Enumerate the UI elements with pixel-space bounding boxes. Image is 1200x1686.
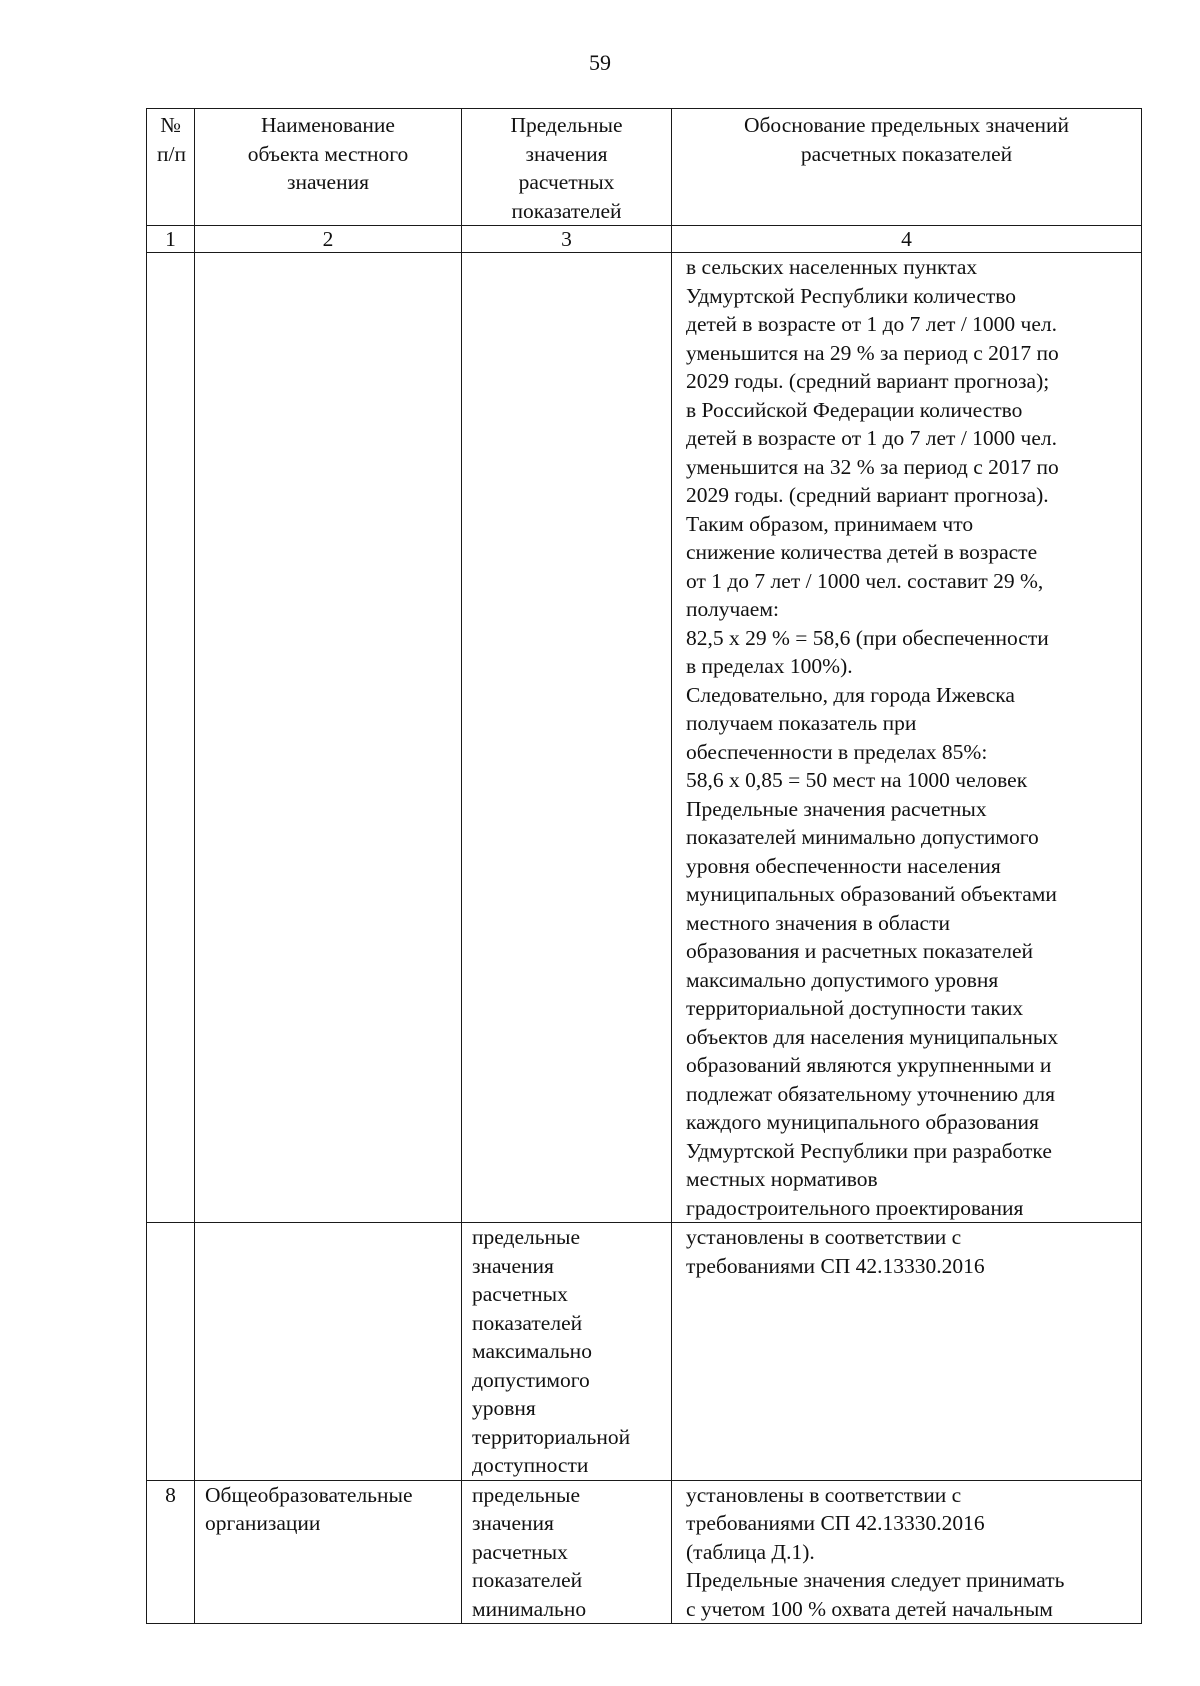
text-line: максимально [472, 1339, 592, 1363]
text-line: 58,6 х 0,85 = 50 мест на 1000 человек [686, 768, 1028, 792]
text-line: в сельских населенных пунктах [686, 255, 978, 279]
text-line: территориальной доступности таких [686, 996, 1024, 1020]
cell-indicator [462, 1480, 672, 1624]
text-line: доступности [472, 1453, 589, 1477]
table-header-row [147, 109, 1142, 226]
text-line: территориальной [472, 1424, 631, 1449]
text-line: показателей [472, 1568, 583, 1592]
text-line: каждого муниципального образования [686, 1110, 1039, 1134]
text-line: допустимого [472, 1367, 590, 1392]
text-line: уровня обеспеченности населения [686, 853, 1001, 878]
text-line: Предельные значения расчетных [686, 796, 987, 821]
text-line: в пределах 100%). [686, 654, 853, 678]
text-line: подлежат обязательному уточнению для [686, 1081, 1055, 1106]
text-line: Таким образом, принимаем что [686, 511, 974, 536]
text-line: получаем показатель при [686, 711, 917, 735]
column-number-4: 4 [672, 226, 1142, 253]
text-line: значения [472, 1253, 554, 1278]
header-object-name: Наименование объекта местного значения [195, 109, 462, 226]
text-line: уменьшится на 32 % за период с 2017 по [686, 454, 1059, 479]
text-line: 2029 годы. (средний вариант прогноза); [686, 369, 1050, 393]
text-line: Общеобразовательные [205, 1482, 413, 1507]
text-line: предельные [472, 1225, 581, 1249]
table-row-continuation [147, 253, 1142, 1223]
cell-justification [672, 253, 1142, 1223]
text-line: местных нормативов [686, 1167, 878, 1191]
cell-justification [672, 1480, 1142, 1624]
text-line: (таблица Д.1). [686, 1539, 815, 1564]
text-line: организации [205, 1511, 321, 1535]
text-line: показателей [472, 1310, 583, 1335]
text-line: предельные [472, 1482, 581, 1507]
text-line: местного значения в области [686, 910, 950, 935]
text-line: расчетных [472, 1282, 568, 1306]
cell-number [147, 253, 195, 1223]
text-line: градостроительного проектирования [686, 1195, 1024, 1220]
text-line: значения [472, 1511, 554, 1535]
text-line: обеспеченности в пределах 85%: [686, 739, 988, 764]
text-line: 82,5 х 29 % = 58,6 (при обеспеченности [686, 625, 1049, 650]
text-line: показателей минимально допустимого [686, 825, 1039, 849]
text-line: снижение количества детей в возрасте [686, 540, 1038, 564]
text-line: минимально [472, 1596, 587, 1621]
column-number-row [147, 226, 1142, 253]
text-line: требованиями СП 42.13330.2016 [686, 1253, 985, 1278]
cell-indicator [462, 253, 672, 1223]
cell-number: 8 [147, 1480, 195, 1624]
cell-object-name [195, 1480, 462, 1624]
normatives-table [146, 108, 1142, 1624]
text-line: требованиями СП 42.13330.2016 [686, 1511, 985, 1535]
header-justification: Обоснование предельных значений расчетных показателей [672, 109, 1142, 226]
text-line: максимально допустимого уровня [686, 967, 999, 992]
cell-number [147, 1223, 195, 1481]
text-line: объектов для населения муниципальных [686, 1024, 1059, 1049]
text-line: образований являются укрупненными и [686, 1053, 1052, 1077]
text-line: от 1 до 7 лет / 1000 чел. составит 29 %, [686, 568, 1044, 593]
text-line: уменьшится на 29 % за период с 2017 по [686, 340, 1059, 365]
text-line: Предельные значения следует принимать [686, 1568, 1065, 1592]
column-number-2: 2 [195, 226, 462, 253]
text-line: уровня [472, 1396, 536, 1420]
cell-justification [672, 1223, 1142, 1481]
text-line: получаем: [686, 597, 779, 621]
header-number: № п/п [147, 109, 195, 226]
text-line: Удмуртской Республики при разработке [686, 1138, 1052, 1163]
text-line: детей в возрасте от 1 до 7 лет / 1000 чел. [686, 426, 1058, 450]
text-line: в Российской Федерации количество [686, 397, 1023, 422]
column-number-3: 3 [462, 226, 672, 253]
column-number-1: 1 [147, 226, 195, 253]
cell-indicator [462, 1223, 672, 1481]
text-line: расчетных [472, 1539, 568, 1564]
cell-object-name [195, 253, 462, 1223]
text-line: 2029 годы. (средний вариант прогноза). [686, 483, 1049, 507]
text-line: муниципальных образований объектами [686, 882, 1057, 906]
table-row-accessibility [147, 1223, 1142, 1481]
text-line: с учетом 100 % охвата детей начальным [686, 1596, 1053, 1621]
cell-object-name [195, 1223, 462, 1481]
text-line: детей в возрасте от 1 до 7 лет / 1000 чел. [686, 312, 1058, 336]
text-line: Следовательно, для города Ижевска [686, 682, 1015, 707]
text-line: установлены в соответствии с [686, 1225, 962, 1249]
text-line: установлены в соответствии с [686, 1482, 962, 1507]
table-row-8 [147, 1480, 1142, 1624]
page-number: 59 [589, 50, 611, 75]
header-indicator-values: Предельные значения расчетных показателей [462, 109, 672, 226]
text-line: Удмуртской Республики количество [686, 283, 1017, 308]
text-line: образования и расчетных показателей [686, 939, 1034, 963]
